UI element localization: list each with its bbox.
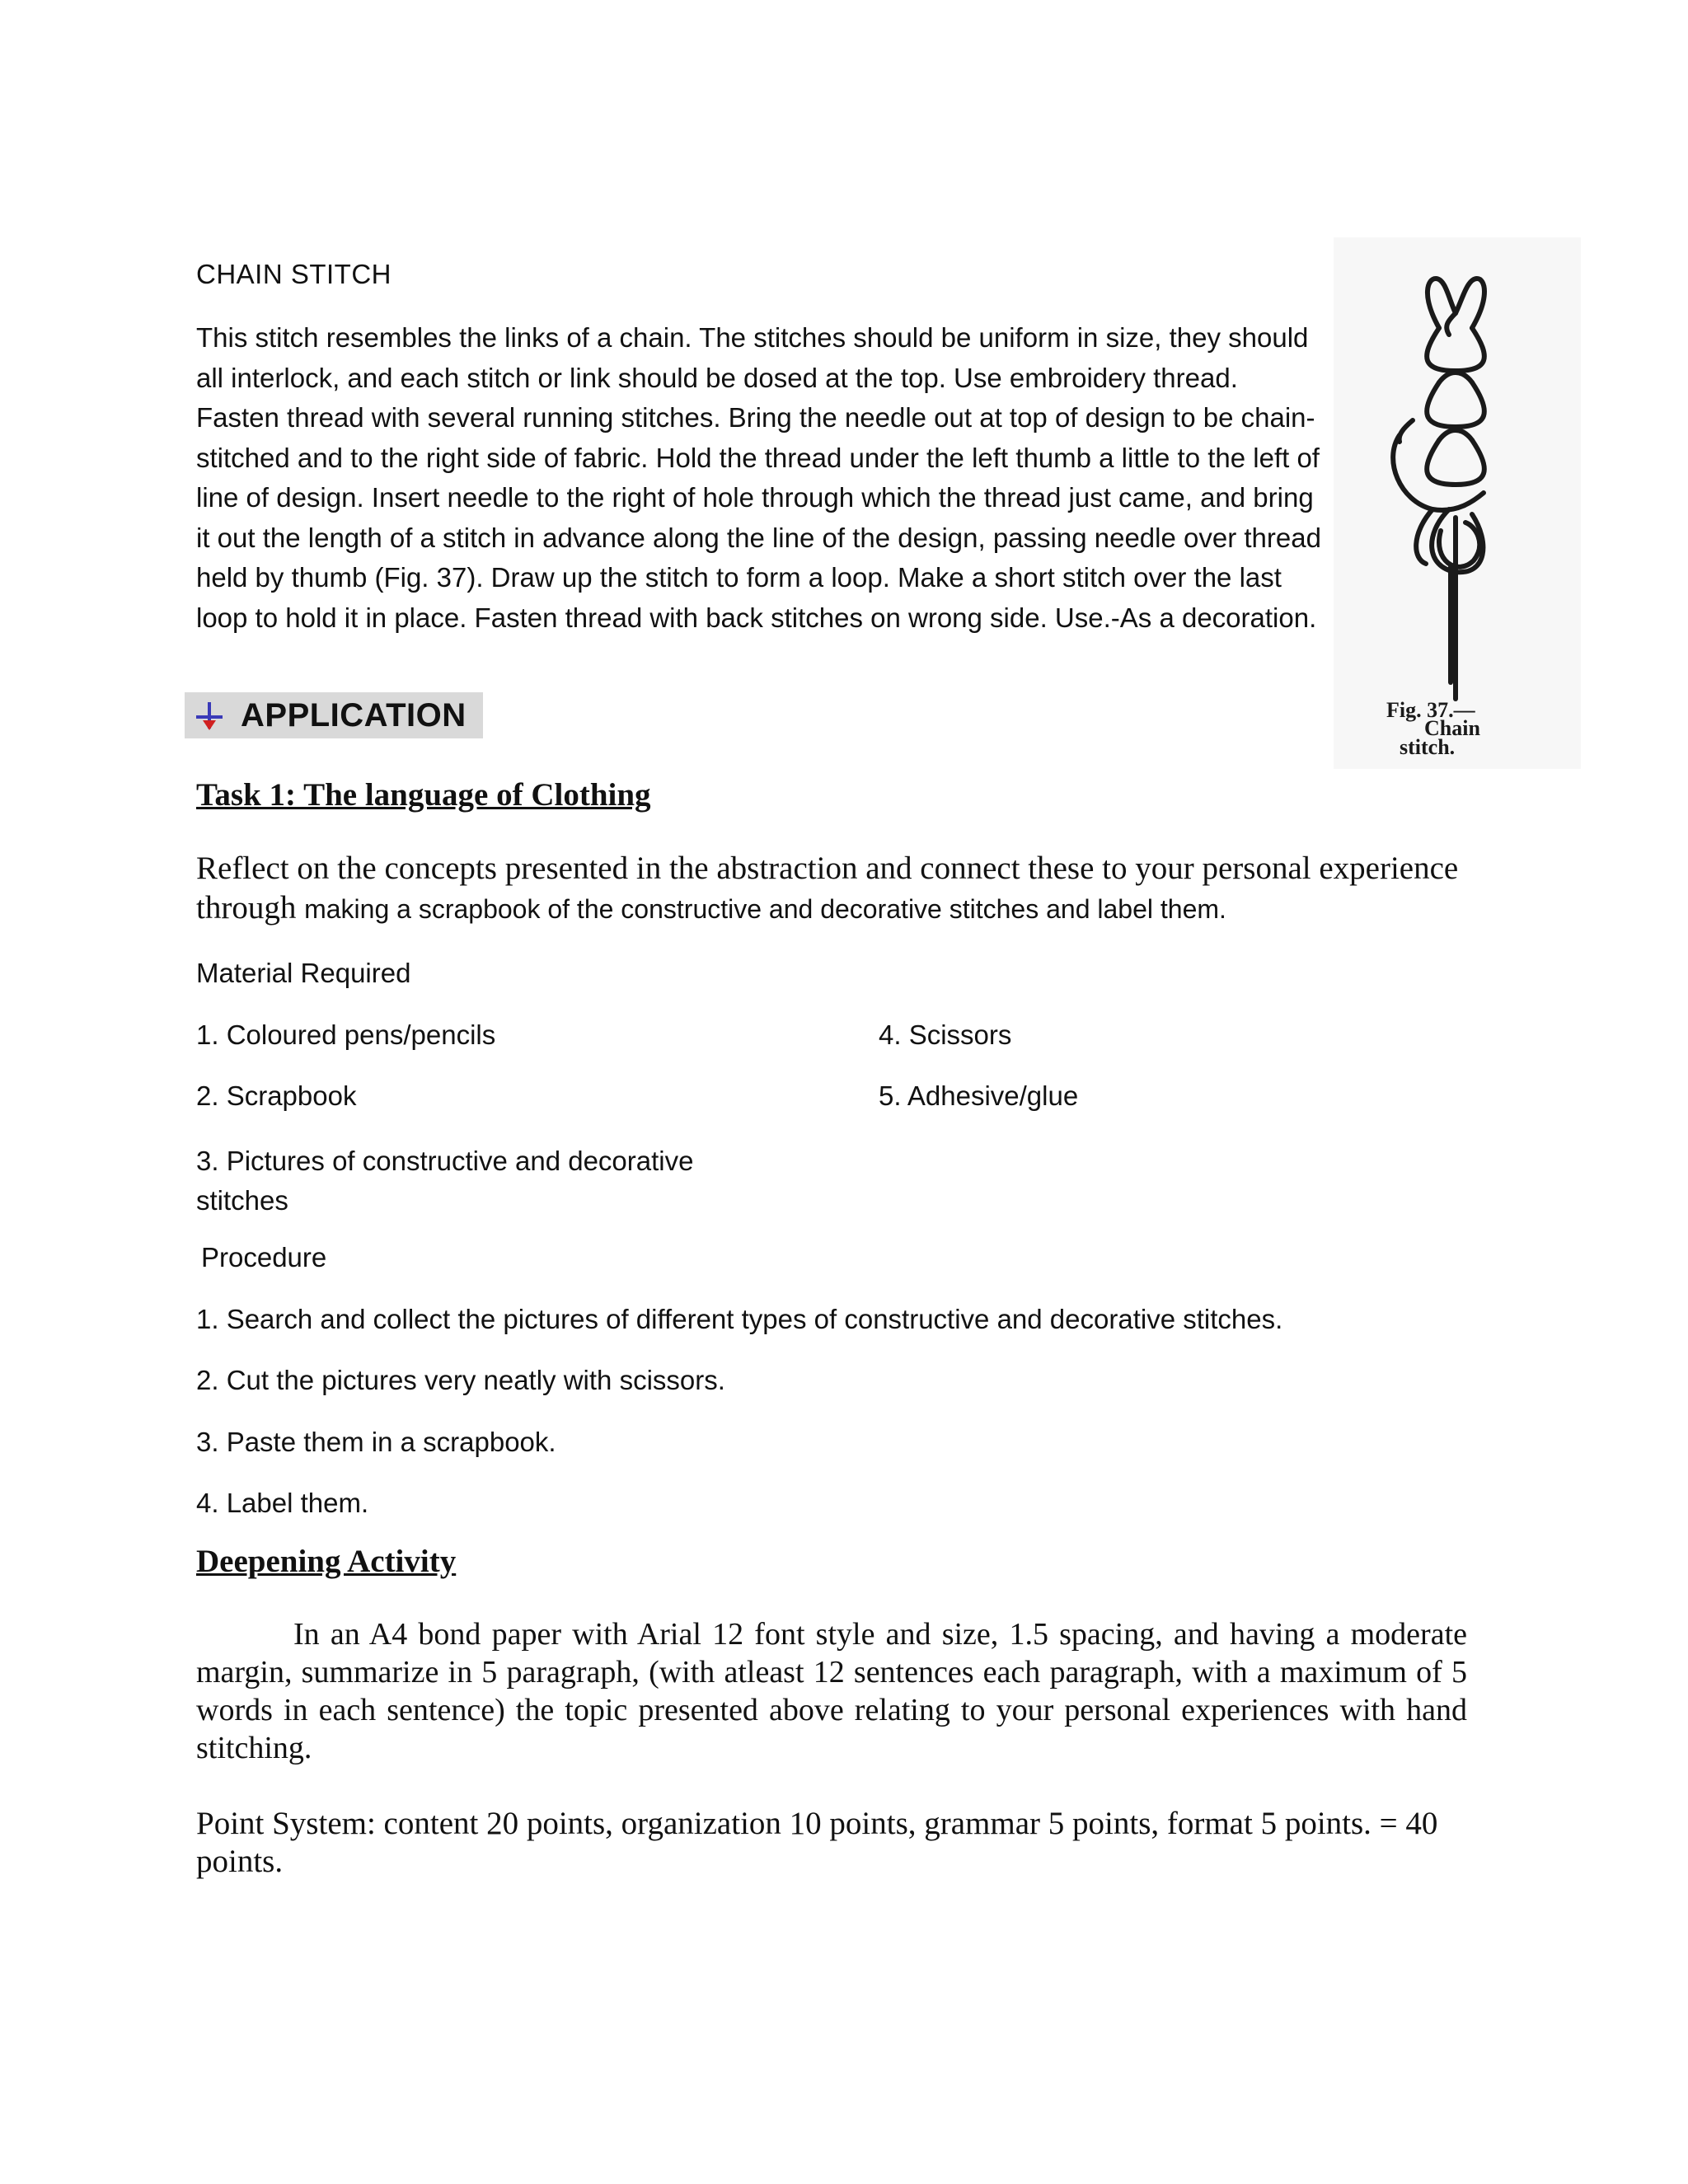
point-system-text: Point System: content 20 points, organization 10 points, grammar 5 points, format 5 points. = 40 points. <box>196 1806 1438 1879</box>
material-item: 1. Coloured pens/pencils <box>196 1019 496 1050</box>
application-banner <box>185 692 483 738</box>
procedure-step: 1. Search and collect the pictures of different types of constructive and decorative stitches. <box>196 1304 1283 1334</box>
task-instructions-sans: making a scrapbook of the constructive and decorative stitches and label them. <box>304 894 1226 924</box>
chain-stitch-figure <box>1334 237 1581 769</box>
task-title: Task 1: The language of Clothing <box>196 777 651 813</box>
procedure-step: 4. Label them. <box>196 1488 369 1518</box>
figure-caption <box>1386 698 1480 759</box>
deepening-activity-text: In an A4 bond paper with Arial 12 font style and size, 1.5 spacing, and having a moderate margin, summarize in 5 paragraph, (with atleast 12 sentences each paragraph, with a maximum of 5 words in each sentence) the topic presented above relating to your personal experiences with hand stitching. <box>196 1617 1467 1765</box>
down-arrow-icon <box>193 699 226 732</box>
figure-caption-line-1: Fig. 37.— <box>1386 698 1475 722</box>
material-item: 5. Adhesive/glue <box>879 1080 1079 1111</box>
material-item: 4. Scissors <box>879 1019 1012 1050</box>
figure-caption-line-3: stitch. <box>1400 735 1456 759</box>
procedure-label: Procedure <box>201 1242 327 1272</box>
chain-stitch-heading: CHAIN STITCH <box>196 259 392 289</box>
deepening-activity-title: Deepening Activity <box>196 1544 457 1579</box>
task-instructions <box>196 849 1482 929</box>
figure-caption-line-2: Chain <box>1424 716 1480 740</box>
chain-stitch-paragraph: This stitch resembles the links of a chain. The stitches should be uniform in size, they should all interlock, and each stitch or link should be dosed at the top. Use embroidery thread. Fasten thread with several running stitches. Bring the needle out at top of design to be chain-stitched and to the right side of fabric. Hold the thread under the left thumb a little to the left of line of design. Insert needle to the right of hole through which the thread just came, and bring it out the length of a stitch in advance along the line of the design, passing needle over thread held by thumb (Fig. 37). Draw up the stitch to form a loop. Make a short stitch over the last loop to hold it in place. Fasten thread with back stitches on wrong side. Use.-As a decoration. <box>196 322 1321 633</box>
material-item: 2. Scrapbook <box>196 1080 357 1111</box>
material-item: 3. Pictures of constructive and decorative stitches <box>196 1146 694 1216</box>
procedure-step: 2. Cut the pictures very neatly with scissors. <box>196 1365 725 1395</box>
procedure-step: 3. Paste them in a scrapbook. <box>196 1427 556 1457</box>
chain-stitch-illustration <box>1334 237 1581 769</box>
task-instructions-serif: Reflect on the concepts presented in the abstraction and connect these to your personal experience through <box>196 851 1459 926</box>
material-required-label: Material Required <box>196 958 411 988</box>
application-label: APPLICATION <box>241 696 467 733</box>
